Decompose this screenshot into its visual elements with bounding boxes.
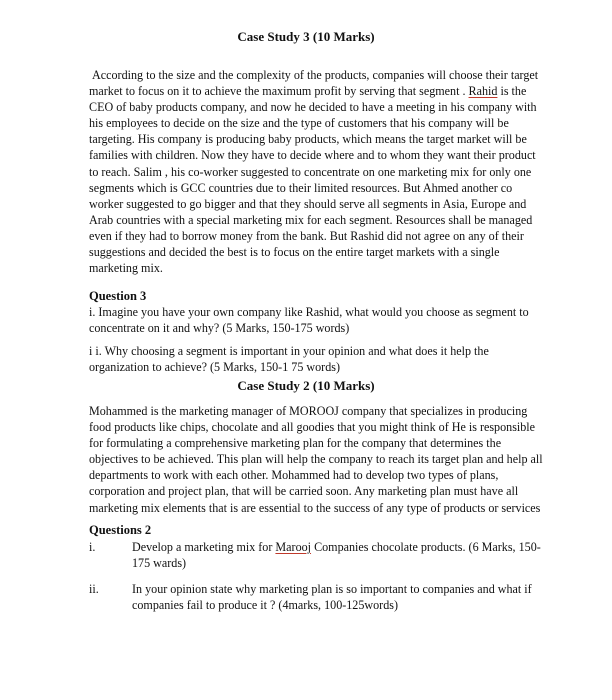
case3-line: CEO of baby products company, and now he decided to have a meeting in his company with <box>89 100 537 115</box>
questions-2-title: Questions 2 <box>89 523 152 537</box>
case3-line: segments which is GCC countries due to their limited resources. But Ahmed another co <box>89 180 513 195</box>
question-2-part-ii: In your opinion state why marketing plan is so important to companies and what if companies fail to produce it ? (4marks, 100-125words) <box>132 582 532 613</box>
name-rahid: Rahid <box>468 84 498 99</box>
question-2-part-i: Develop a marketing mix for Marooj Companies chocolate products. (6 Marks, 150- 175 wards) <box>132 540 541 571</box>
case3-line: families with children. Now they have to decide where and to whom they want their product <box>89 148 536 163</box>
question-2-num-ii: ii. <box>89 582 99 596</box>
case3-line: to reach. Salim , his co-worker suggested to concentrate on one marketing mix for only one <box>89 164 532 179</box>
case3-paragraph <box>89 67 538 276</box>
case3-line: targeting. His company is producing baby products, which means the target market will be <box>89 132 527 147</box>
case3-line: According to the size and the complexity of the products, companies will choose their target <box>92 68 539 82</box>
case3-line: suggestions and decided the best is to focus on the entire target markets with a single <box>89 245 500 260</box>
case3-title: Case Study 3 (10 Marks) <box>237 29 375 44</box>
question-2-num-i: i. <box>89 540 96 554</box>
question-3-title: Question 3 <box>89 289 147 303</box>
case3-line: worker suggested to go bigger and that they should serve all segments in Asia, Europe and <box>89 196 527 211</box>
case3-line: his employees to decide on the size and the type of customers that his company will be <box>89 116 509 131</box>
case2-paragraph: Mohammed is the marketing manager of MOROOJ company that specializes in producing food products like chips, chocolate and all goodies that you might think of He is responsible for formulating a comprehensive marketing plan for the company that determines the objectives to be achieved. This plan will help the company to reach its target plan and help all departments to work with each other. Mohammed had to develop two types of plans, corporation and project plan, that will be carried soon. Any marketing plan must have all marketing mix elements that is are essential to the success of any type of products or services <box>89 404 543 515</box>
case2-title: Case Study 2 (10 Marks) <box>237 378 375 393</box>
question-3-part-i: i. Imagine you have your own company like Rashid, what would you choose as segment to concentrate on it and why? (5 Marks, 150-175 words) <box>89 305 529 336</box>
question-3-part-ii: i i. Why choosing a segment is important in your opinion and what does it help the organization to achieve? (5 Marks, 150-1 75 words) <box>89 344 489 375</box>
case3-line: even if they had to borrow money from the bank. But Rashid did not agree on any of their <box>89 228 524 243</box>
case3-line: marketing mix. <box>89 261 163 276</box>
case3-line: market to focus on it to achieve the maximum profit by serving that segment . Rahid is the <box>89 84 527 99</box>
case3-line: Arab countries with a special marketing mix for each segment. Resources shall be managed <box>89 212 533 227</box>
name-marooj: Marooj <box>275 540 312 554</box>
